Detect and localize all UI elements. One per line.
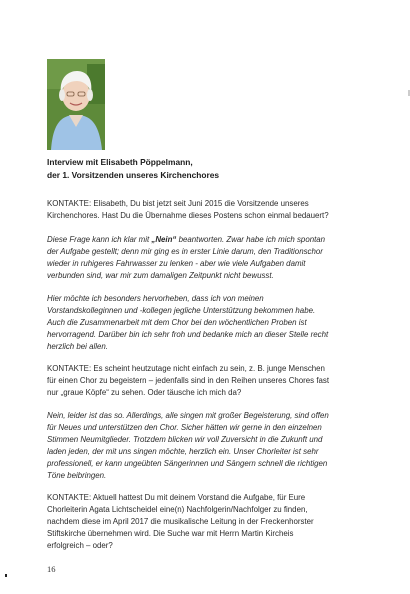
text-line: verbunden sind, war mir zum damaligen Zeitpunkt nicht bewusst. [47,270,274,280]
text-line: für einen Chor zu begeistern – jedenfalls sind in den Reihen unseres Chores fast [47,375,330,385]
question-paragraph [47,198,377,222]
text-line: herzlich bei allen. [47,341,108,351]
text-line: nachdem diese im April 2017 die musikalische Leitung in der Freckenhorster [47,516,314,526]
portrait-photo [47,59,105,150]
text-line: KONTAKTE: Elisabeth, Du bist jetzt seit Juni 2015 die Vorsitzende unseres [47,199,309,208]
text-line [47,234,377,246]
text-line: Vorstandskolleginnen und -kollegen jegliche Unterstützung bekommen habe. [47,305,316,315]
title-line: der 1. Vorsitzenden unseres Kirchenchores [47,170,220,180]
text-line: hervorragend. Darüber bin ich sehr froh und bedanke mich an dieser Stelle recht [47,329,329,339]
text-line: Chorleiterin Agata Lichtscheidel eine(n) Nachfolgerin/Nachfolger zu finden, [47,504,308,514]
text-line: erfolgreich – oder? [47,540,113,550]
text-line: professionell, er kann ungeübten Sängerinnen und Sängern schnell die richtigen [47,458,328,468]
text-line: der Aufgabe gestellt; denn mir ging es in erster Linie darum, den Traditionschor [47,246,323,256]
text-line: Auch die Zusammenarbeit mit dem Chor bei den wöchentlichen Proben ist [47,317,307,327]
text-line: KONTAKTE: Es scheint heutzutage nicht einfach zu sein, z. B. junge Menschen [47,364,325,373]
interview-title [47,156,377,182]
page-number: 16 [47,564,56,574]
answer-paragraph [47,234,377,282]
scan-mark [5,574,7,577]
text-line: nur „graue Köpfe“ zu sehen. Oder täusche ich mich da? [47,387,242,397]
text-line: laden jeden, der mit uns singen möchte, herzlich ein. Unser Chorleiter ist sehr [47,446,319,456]
title-line: Interview mit Elisabeth Pöppelmann, [47,157,193,167]
text-line: Hier möchte ich besonders hervorheben, dass ich von meinen [47,294,264,303]
emphasis-word: „Nein“ [151,235,177,244]
text-line: Nein, leider ist das so. Allerdings, alle singen mit großer Begeisterung, sind offen [47,411,329,420]
text-line: KONTAKTE: Aktuell hattest Du mit deinem Vorstand die Aufgabe, für Eure [47,493,306,502]
text-segment: Diese Frage kann ich klar mit „Nein“ beantworten. Zwar habe ich mich spontan [47,235,326,244]
text-line: Stimmen Neumitglieder. Trotzdem blicken wir voll Zuversicht in die Zukunft und [47,434,323,444]
question-paragraph [47,492,377,552]
text-line: Töne beibringen. [47,470,107,480]
text-line: wieder in ruhigeres Fahrwasser zu lenken - aber wie viele Aufgaben damit [47,258,306,268]
answer-paragraph [47,410,377,481]
text-line: Stiftskirche übernehmen wird. Die Suche war mit Herrn Martin Kircheis [47,528,294,538]
text-line: für Neues und unterstützen den Chor. Sicher hätten wir gerne in den einzelnen [47,422,322,432]
text-line: Kirchenchores. Hast Du die Übernahme dieses Postens schon einmal bedauert? [47,210,329,220]
question-paragraph [47,363,377,399]
answer-paragraph [47,293,377,353]
